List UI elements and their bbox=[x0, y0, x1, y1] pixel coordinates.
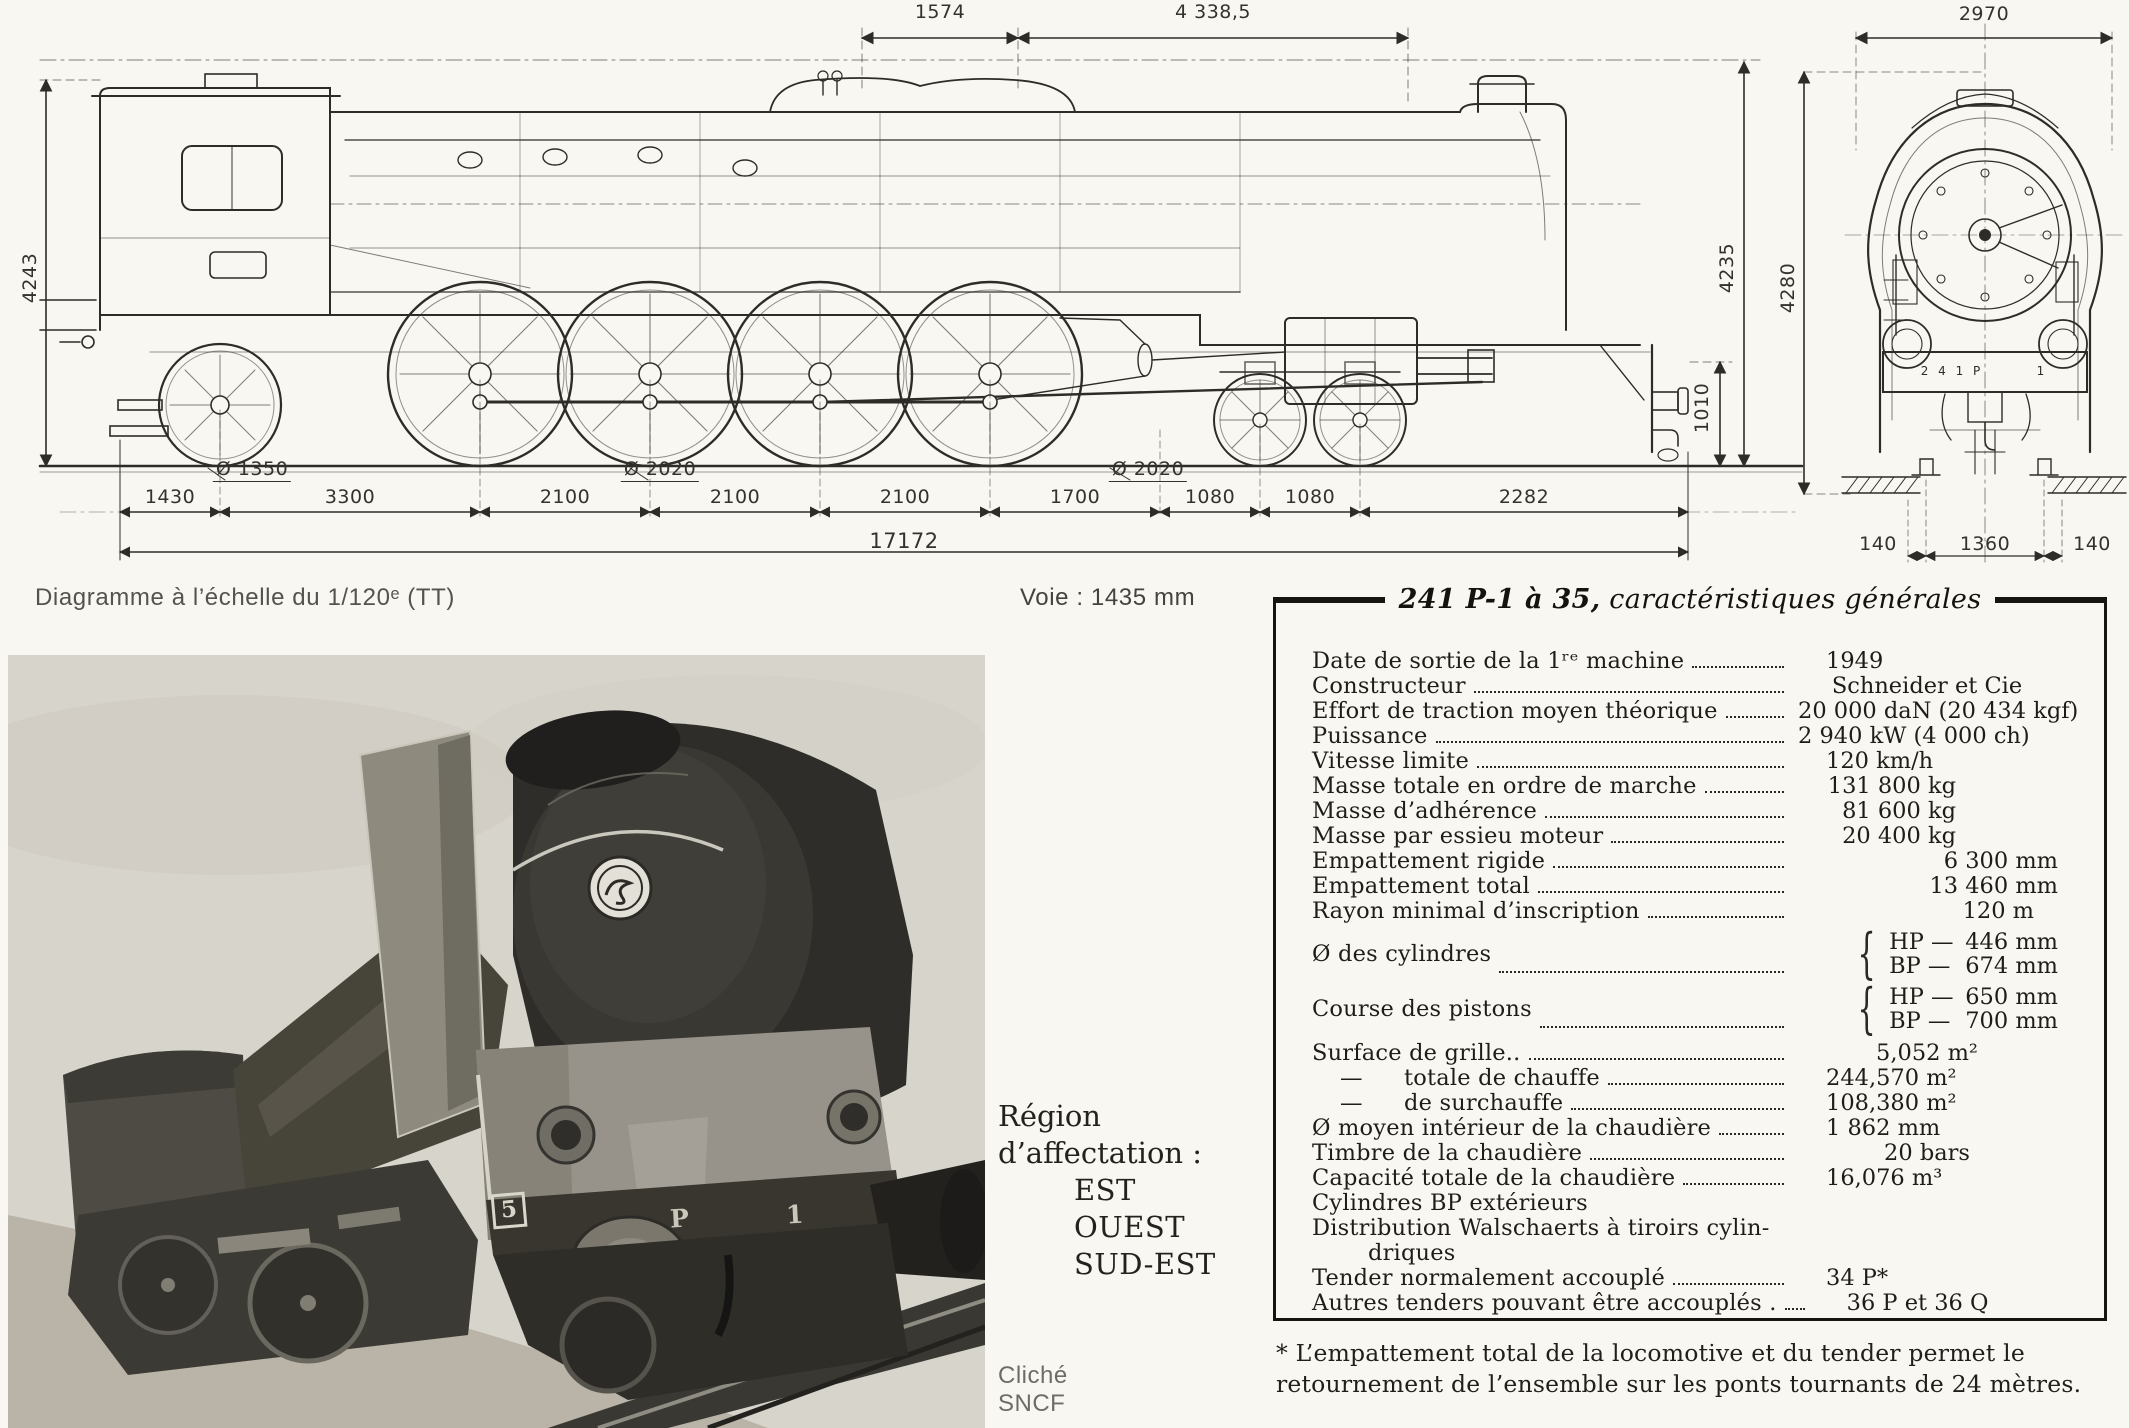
spec-row bbox=[1312, 748, 2092, 773]
dot-leader bbox=[1590, 1158, 1784, 1160]
spec-label: Empattement rigide bbox=[1312, 848, 1546, 874]
dot-leader bbox=[1540, 1026, 1784, 1028]
dim-label: 1430 bbox=[144, 486, 196, 508]
dot-leader bbox=[1648, 916, 1784, 918]
dot-leader bbox=[1705, 791, 1784, 793]
photo-rendering bbox=[8, 655, 985, 1428]
spec-label: Rayon minimal d’inscription bbox=[1312, 898, 1640, 924]
dot-leader bbox=[1571, 1108, 1784, 1110]
dot-leader bbox=[1611, 841, 1784, 843]
dot-leader bbox=[1719, 1133, 1784, 1135]
spec-label: Capacité totale de la chaudière bbox=[1312, 1165, 1676, 1191]
spec-label: Course des pistons bbox=[1312, 996, 1532, 1022]
photo-credit bbox=[998, 1362, 1068, 1418]
dim-label: 4280 bbox=[1777, 262, 1799, 314]
spec-row bbox=[1312, 848, 2092, 873]
sub-item-dash: — bbox=[1340, 1090, 1363, 1116]
dot-leader bbox=[1477, 766, 1784, 768]
dim-label: 1360 bbox=[1959, 533, 2011, 555]
spec-row bbox=[1312, 922, 2092, 986]
spec-table-title bbox=[1399, 584, 1982, 615]
spec-label: Masse d’adhérence bbox=[1312, 798, 1538, 824]
credit-line1: Cliché bbox=[998, 1362, 1068, 1389]
dim-label: 4 338,5 bbox=[1174, 1, 1252, 23]
dim-label: 2282 bbox=[1498, 486, 1550, 508]
spec-label: Tender normalement accouplé bbox=[1312, 1265, 1666, 1291]
front-plate-number: 5 bbox=[491, 1192, 528, 1230]
technical-diagram bbox=[0, 0, 2129, 650]
spec-label: Date de sortie de la 1ʳᵉ machine bbox=[1312, 648, 1685, 674]
spec-rows bbox=[1312, 648, 2092, 1315]
spec-row bbox=[1312, 1265, 2092, 1290]
spec-value: 34 P* bbox=[1826, 1265, 1889, 1291]
sub-item-dash: — bbox=[1340, 1065, 1363, 1091]
region-item: OUEST bbox=[1074, 1210, 1186, 1244]
locomotive-line-drawing bbox=[0, 0, 2129, 650]
dot-leader bbox=[1529, 1058, 1784, 1060]
locomotive-photo bbox=[8, 655, 985, 1428]
spec-value: 1949 bbox=[1826, 648, 1884, 674]
spec-row bbox=[1312, 977, 2092, 1041]
spec-row bbox=[1312, 1040, 2092, 1065]
region-item: EST bbox=[1074, 1173, 1136, 1207]
diagram-scale-caption: Diagramme à l’échelle du 1/120ᵉ (TT) bbox=[35, 584, 456, 611]
dot-leader bbox=[1692, 666, 1784, 668]
hp-bp-line: HP — 650 mm bbox=[1889, 984, 2058, 1010]
spec-value: 108,380 m² bbox=[1826, 1090, 1957, 1116]
dim-label: 1080 bbox=[1184, 486, 1236, 508]
spec-row bbox=[1312, 698, 2092, 723]
credit-line2: SNCF bbox=[998, 1390, 1066, 1417]
spec-label: Masse totale en ordre de marche bbox=[1312, 773, 1697, 799]
spec-row bbox=[1312, 673, 2092, 698]
spec-value: Schneider et Cie bbox=[1831, 673, 2023, 699]
spec-label: Vitesse limite bbox=[1312, 748, 1470, 774]
dot-leader bbox=[1683, 1183, 1784, 1185]
spec-label: Distribution Walschaerts à tiroirs cylin- bbox=[1312, 1215, 1770, 1241]
front-marking-1: 1 bbox=[785, 1199, 805, 1230]
dot-leader bbox=[1726, 716, 1784, 718]
region-block bbox=[998, 1098, 1216, 1283]
dim-label: 4243 bbox=[19, 252, 41, 304]
track-gauge-caption: Voie : 1435 mm bbox=[1020, 584, 1196, 611]
spec-row bbox=[1312, 1165, 2092, 1190]
spec-value: 5,052 m² bbox=[1876, 1040, 1978, 1066]
spec-label: Cylindres BP extérieurs bbox=[1312, 1190, 1588, 1216]
spec-label: Effort de traction moyen théorique bbox=[1312, 698, 1718, 724]
hp-bp-line: BP — 674 mm bbox=[1889, 953, 2058, 979]
dim-label: 2100 bbox=[539, 486, 591, 508]
dot-leader bbox=[1499, 971, 1784, 973]
title-subtitle: caractéristiques générales bbox=[1609, 584, 1982, 615]
dot-leader bbox=[1553, 866, 1784, 868]
dim-label: Ø 2020 bbox=[621, 458, 699, 482]
spec-value: 6 300 mm bbox=[1943, 848, 2058, 874]
spec-value: 20 000 daN (20 434 kgf) bbox=[1798, 698, 2079, 724]
spec-value: 20 bars bbox=[1884, 1140, 1970, 1166]
dim-label: 2970 bbox=[1958, 3, 2010, 25]
spec-label: Constructeur bbox=[1312, 673, 1466, 699]
spec-label: Surface de grille.. bbox=[1312, 1040, 1521, 1066]
spec-value: 16,076 m³ bbox=[1826, 1165, 1943, 1191]
spec-label: Puissance bbox=[1312, 723, 1428, 749]
spec-value: 20 400 kg bbox=[1842, 823, 1956, 849]
spec-value: 131 800 kg bbox=[1827, 773, 1956, 799]
dim-label: 1010 bbox=[1691, 382, 1713, 434]
spec-label: Empattement total bbox=[1312, 873, 1530, 899]
title-rule-right bbox=[1995, 597, 2107, 603]
spec-value: 81 600 kg bbox=[1842, 798, 1956, 824]
dot-leader bbox=[1538, 891, 1784, 893]
dim-label: 4235 bbox=[1716, 242, 1738, 294]
spec-row bbox=[1312, 1240, 2092, 1265]
spec-row bbox=[1312, 1090, 2092, 1115]
spec-row bbox=[1312, 823, 2092, 848]
spec-value: 120 m bbox=[1962, 898, 2034, 924]
dim-label: 2100 bbox=[709, 486, 761, 508]
spec-value: 36 P et 36 Q bbox=[1846, 1290, 1989, 1316]
title-rule-left bbox=[1273, 597, 1385, 603]
spec-label: — totale de chauffe bbox=[1312, 1065, 1600, 1091]
dim-label: 1080 bbox=[1284, 486, 1336, 508]
dim-label: 17172 bbox=[869, 529, 939, 553]
spec-label: Ø des cylindres bbox=[1312, 941, 1492, 967]
spec-row bbox=[1312, 873, 2092, 898]
region-item: SUD-EST bbox=[1074, 1247, 1216, 1281]
dim-label: Ø 2020 bbox=[1109, 458, 1187, 482]
spec-value: 2 940 kW (4 000 ch) bbox=[1798, 723, 2030, 749]
dot-leader bbox=[1436, 741, 1784, 743]
spec-row bbox=[1312, 648, 2092, 673]
dim-label: 140 bbox=[1859, 533, 1897, 555]
spec-row bbox=[1312, 1190, 2092, 1215]
region-title-line1: Région bbox=[998, 1099, 1101, 1133]
spec-row bbox=[1312, 1215, 2092, 1240]
footnote-line2: retournement de l’ensemble sur les ponts tournants de 24 mètres. bbox=[1276, 1370, 2082, 1398]
spec-value: 244,570 m² bbox=[1826, 1065, 1957, 1091]
spec-value: 13 460 mm bbox=[1929, 873, 2058, 899]
front-marking-p: P bbox=[669, 1203, 690, 1234]
spec-row bbox=[1312, 1115, 2092, 1140]
spec-label: Autres tenders pouvant être accouplés . bbox=[1312, 1290, 1777, 1316]
dot-leader bbox=[1608, 1083, 1784, 1085]
dim-label: Ø 1350 bbox=[213, 458, 291, 482]
spec-value bbox=[1792, 977, 2092, 1041]
region-title-line2: d’affectation : bbox=[998, 1136, 1203, 1170]
brace-glyph: { bbox=[1857, 922, 1876, 986]
spec-row bbox=[1312, 1290, 2092, 1315]
spec-label: Timbre de la chaudière bbox=[1312, 1140, 1583, 1166]
spec-row bbox=[1312, 798, 2092, 823]
spec-value: 1 862 mm bbox=[1826, 1115, 1941, 1141]
footnote-line1: * L’empattement total de la locomotive et du tender permet le bbox=[1276, 1339, 2025, 1367]
spec-row bbox=[1312, 1065, 2092, 1090]
dim-label: 140 bbox=[2073, 533, 2111, 555]
spec-label: driques bbox=[1368, 1240, 1456, 1266]
dot-leader bbox=[1785, 1308, 1805, 1310]
spec-table-title-bar bbox=[1273, 584, 2107, 615]
dim-label: 2 4 1 P bbox=[1920, 364, 1984, 378]
spec-row bbox=[1312, 898, 2092, 923]
dim-label: 2100 bbox=[879, 486, 931, 508]
dim-label: 1 bbox=[2036, 364, 2048, 378]
dot-leader bbox=[1673, 1283, 1784, 1285]
dim-label: 3300 bbox=[324, 486, 376, 508]
spec-label: — de surchauffe bbox=[1312, 1090, 1563, 1116]
dot-leader bbox=[1474, 691, 1784, 693]
hp-bp-line: BP — 700 mm bbox=[1889, 1008, 2058, 1034]
dot-leader bbox=[1545, 816, 1784, 818]
spec-table bbox=[1273, 584, 2107, 1321]
title-series: 241 P-1 à 35, bbox=[1398, 584, 1601, 615]
footnote bbox=[1276, 1338, 2108, 1400]
spec-row bbox=[1312, 773, 2092, 798]
brace-glyph: { bbox=[1857, 977, 1876, 1041]
spec-value bbox=[1792, 922, 2092, 986]
spec-label: Ø moyen intérieur de la chaudière bbox=[1312, 1115, 1712, 1141]
dim-label: 1574 bbox=[914, 1, 966, 23]
spec-label: Masse par essieu moteur bbox=[1312, 823, 1604, 849]
spec-row bbox=[1312, 723, 2092, 748]
spec-value: 120 km/h bbox=[1826, 748, 1934, 774]
spec-row bbox=[1312, 1140, 2092, 1165]
dim-label: 1700 bbox=[1049, 486, 1101, 508]
hp-bp-line: HP — 446 mm bbox=[1889, 929, 2058, 955]
